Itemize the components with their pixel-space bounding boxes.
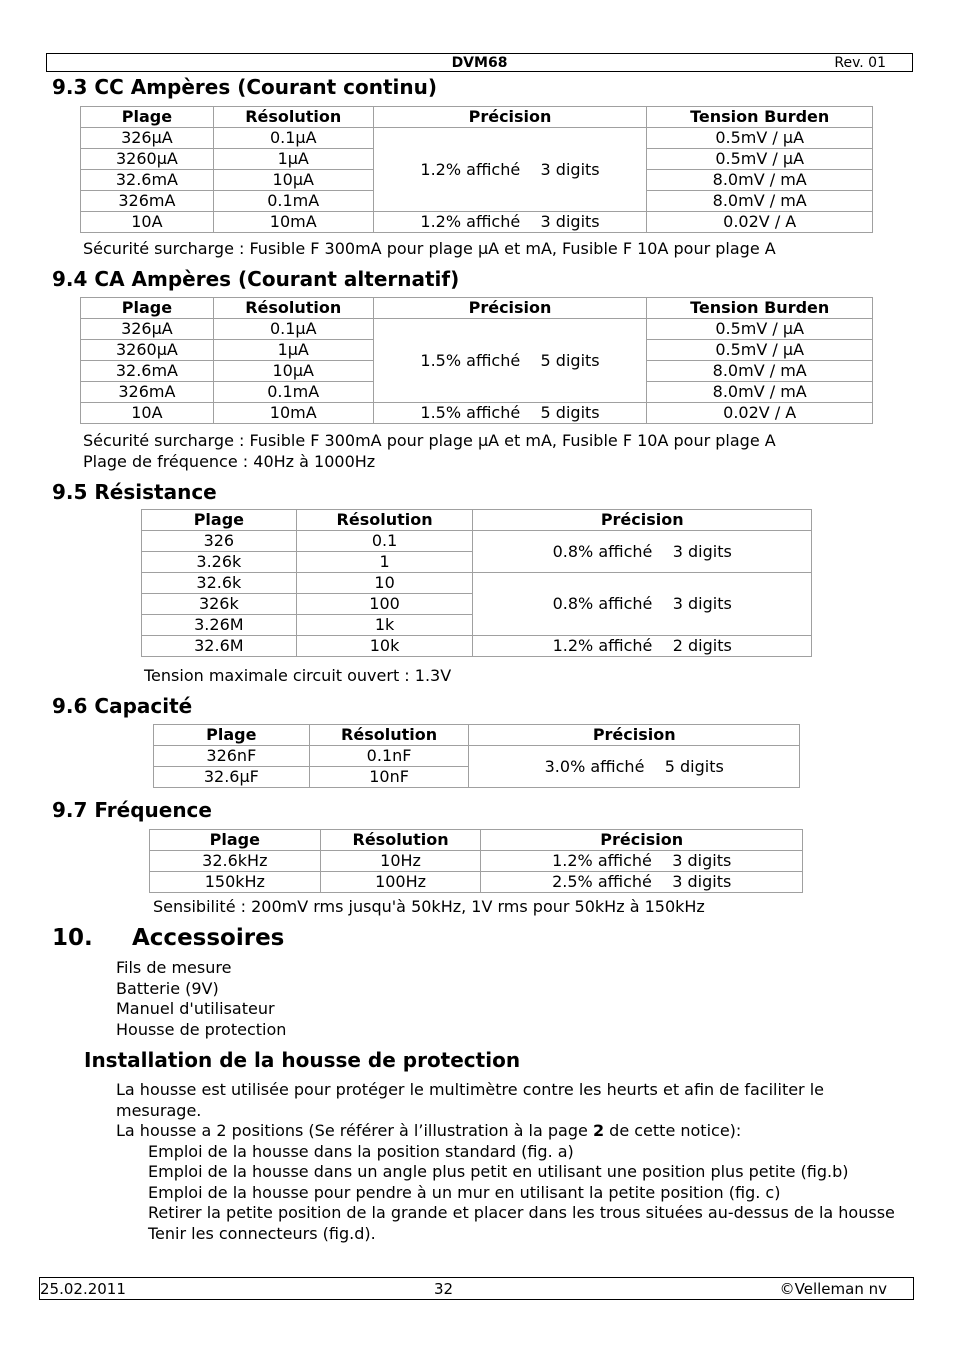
cell-accuracy: 0.8% affiché 3 digits [473, 531, 812, 573]
cell-range: 3.26M [142, 615, 297, 636]
table-ac-amps [80, 297, 873, 424]
cell-range: 326 [142, 531, 297, 552]
cell-burden: 8.0mV / mA [647, 382, 873, 403]
list-item: Retirer la petite position de la grande et placer dans les trous situées au-dessus de la housse [148, 1203, 895, 1222]
frequency-range-note: Plage de fréquence : 40Hz à 1000Hz [83, 452, 376, 471]
header-accuracy: Précision [481, 830, 803, 851]
cell-range: 3260µA [81, 340, 214, 361]
text-run: de cette notice): [604, 1121, 742, 1140]
table-header-row [154, 725, 800, 746]
cell-resolution: 10k [296, 636, 473, 657]
cell-resolution: 10µA [213, 361, 373, 382]
header-resolution: Résolution [296, 510, 473, 531]
cell-range: 150kHz [150, 872, 321, 893]
cell-resolution: 100 [296, 594, 473, 615]
page-number: 32 [434, 1280, 454, 1298]
section-title-9-3: 9.3 CC Ampères (Courant continu) [52, 75, 437, 99]
cell-accuracy: 1.2% affiché 3 digits [481, 851, 803, 872]
cell-accuracy: 1.5% affiché 5 digits [373, 319, 647, 403]
paragraph [116, 1121, 906, 1142]
cell-resolution: 0.1mA [213, 382, 373, 403]
header-burden: Tension Burden [647, 107, 873, 128]
cell-resolution: 0.1mA [213, 191, 373, 212]
cell-range: 326k [142, 594, 297, 615]
cell-burden: 8.0mV / mA [647, 191, 873, 212]
installation-text [116, 1080, 906, 1244]
header-burden: Tension Burden [647, 298, 873, 319]
cell-accuracy: 3.0% affiché 5 digits [469, 746, 800, 788]
table-frequency [149, 829, 803, 893]
cell-resolution: 10nF [309, 767, 469, 788]
cell-range: 32.6M [142, 636, 297, 657]
cell-range: 326mA [81, 191, 214, 212]
table-header-row [81, 298, 873, 319]
table-header-row [81, 107, 873, 128]
cell-range: 326nF [154, 746, 310, 767]
cell-accuracy: 1.5% affiché 5 digits [373, 403, 647, 424]
cell-accuracy: 0.8% affiché 3 digits [473, 573, 812, 636]
header-accuracy: Précision [473, 510, 812, 531]
table-header-row [142, 510, 812, 531]
table-dc-amps [80, 106, 873, 233]
cell-resolution: 10µA [213, 170, 373, 191]
header-resolution: Résolution [213, 298, 373, 319]
copyright: ©Velleman nv [779, 1280, 887, 1298]
cell-burden: 8.0mV / mA [647, 170, 873, 191]
cell-range: 326mA [81, 382, 214, 403]
cell-accuracy: 2.5% affiché 3 digits [481, 872, 803, 893]
section-title-9-7: 9.7 Fréquence [52, 798, 212, 822]
table-row [154, 746, 800, 767]
model-name: DVM68 [451, 55, 508, 71]
table-header-row [150, 830, 803, 851]
cell-resolution: 100Hz [320, 872, 481, 893]
cell-burden: 0.5mV / µA [647, 128, 873, 149]
page-footer [39, 1277, 914, 1300]
cell-accuracy: 1.2% affiché 3 digits [373, 212, 647, 233]
cell-resolution: 10Hz [320, 851, 481, 872]
cell-range: 32.6k [142, 573, 297, 594]
footer-date: 25.02.2011 [40, 1280, 126, 1298]
cell-burden: 0.5mV / µA [647, 340, 873, 361]
section-title-9-4: 9.4 CA Ampères (Courant alternatif) [52, 267, 460, 291]
cell-range: 326µA [81, 128, 214, 149]
cell-range: 32.6mA [81, 361, 214, 382]
cell-range: 10A [81, 212, 214, 233]
table-row [150, 851, 803, 872]
list-item: Emploi de la housse dans un angle plus petit en utilisant une position plus petite (fig.b) [148, 1162, 849, 1181]
header-accuracy: Précision [373, 298, 647, 319]
table-row [81, 403, 873, 424]
cell-range: 3260µA [81, 149, 214, 170]
text-run: La housse a 2 positions (Se référer à l’illustration à la page [116, 1121, 593, 1140]
header-resolution: Résolution [309, 725, 469, 746]
cell-resolution: 10 [296, 573, 473, 594]
cell-range: 32.6mA [81, 170, 214, 191]
table-capacitance [153, 724, 800, 788]
cell-burden: 0.5mV / µA [647, 149, 873, 170]
overload-note: Sécurité surcharge : Fusible F 300mA pour plage µA et mA, Fusible F 10A pour plage A [83, 431, 776, 450]
accessories-list [116, 958, 906, 1040]
open-circuit-note: Tension maximale circuit ouvert : 1.3V [144, 666, 452, 685]
cell-accuracy: 1.2% affiché 2 digits [473, 636, 812, 657]
cell-resolution: 1 [296, 552, 473, 573]
subsection-title: Installation de la housse de protection [84, 1048, 521, 1072]
cell-burden: 0.02V / A [647, 212, 873, 233]
cell-resolution: 0.1µA [213, 128, 373, 149]
table-row [150, 872, 803, 893]
cell-range: 3.26k [142, 552, 297, 573]
page-reference: 2 [592, 1121, 605, 1140]
cell-accuracy: 1.2% affiché 3 digits [373, 128, 647, 212]
cell-burden: 0.02V / A [647, 403, 873, 424]
table-row [81, 319, 873, 340]
cell-resolution: 0.1nF [309, 746, 469, 767]
table-row [81, 128, 873, 149]
cell-range: 10A [81, 403, 214, 424]
section-number-10: 10. [52, 925, 93, 951]
list-item: Tenir les connecteurs (fig.d). [148, 1223, 376, 1243]
header-resolution: Résolution [320, 830, 481, 851]
cell-resolution: 1µA [213, 149, 373, 170]
overload-note: Sécurité surcharge : Fusible F 300mA pour plage µA et mA, Fusible F 10A pour plage A [83, 239, 776, 258]
sensitivity-note: Sensibilité : 200mV rms jusqu'à 50kHz, 1V rms pour 50kHz à 150kHz [153, 897, 705, 916]
header-range: Plage [150, 830, 321, 851]
cell-range: 32.6kHz [150, 851, 321, 872]
header-range: Plage [154, 725, 310, 746]
cell-resolution: 10mA [213, 403, 373, 424]
list-item: Emploi de la housse pour pendre à un mur en utilisant la petite position (fig. c) [148, 1182, 781, 1202]
header-accuracy: Précision [373, 107, 647, 128]
cell-resolution: 10mA [213, 212, 373, 233]
cell-burden: 8.0mV / mA [647, 361, 873, 382]
cell-resolution: 1µA [213, 340, 373, 361]
paragraph: La housse est utilisée pour protéger le multimètre contre les heurts et afin de faciliter le mesurage. [116, 1080, 825, 1120]
header-range: Plage [81, 107, 214, 128]
table-row [142, 636, 812, 657]
list-item: Manuel d'utilisateur [116, 999, 275, 1018]
list-item: Fils de mesure [116, 958, 232, 977]
table-resistance [141, 509, 812, 657]
list-item: Housse de protection [116, 1019, 287, 1039]
list-item: Batterie (9V) [116, 978, 219, 998]
section-title-10: Accessoires [132, 925, 285, 951]
header-resolution: Résolution [213, 107, 373, 128]
cell-resolution: 0.1 [296, 531, 473, 552]
list-item: Emploi de la housse dans la position standard (fig. a) [148, 1141, 574, 1161]
header-accuracy: Précision [469, 725, 800, 746]
table-row [81, 212, 873, 233]
header-range: Plage [81, 298, 214, 319]
cell-resolution: 1k [296, 615, 473, 636]
table-row [142, 531, 812, 552]
cell-range: 32.6µF [154, 767, 310, 788]
revision: Rev. 01 [834, 55, 886, 71]
table-row [142, 573, 812, 594]
cell-burden: 0.5mV / µA [647, 319, 873, 340]
section-title-9-6: 9.6 Capacité [52, 694, 193, 718]
header-range: Plage [142, 510, 297, 531]
cell-range: 326µA [81, 319, 214, 340]
cell-resolution: 0.1µA [213, 319, 373, 340]
section-title-9-5: 9.5 Résistance [52, 480, 217, 504]
page-header [46, 53, 913, 72]
